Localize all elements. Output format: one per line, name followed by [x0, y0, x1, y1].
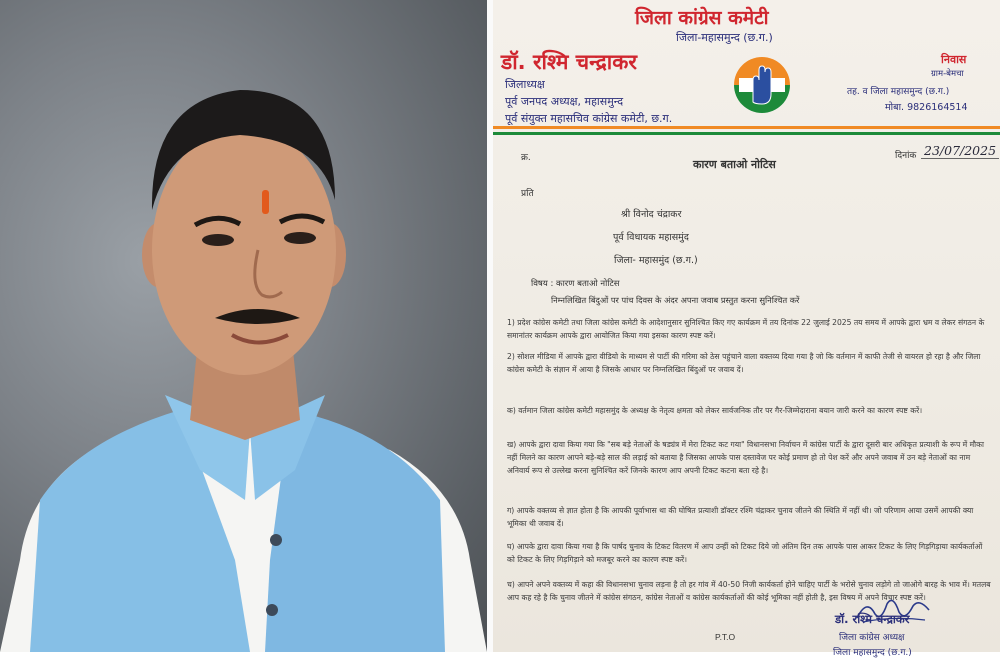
point-ga: ग) आपके वक्तव्य से ज्ञात होता है कि आपकी पूर्वाभास था की घोषित प्रत्याशी डॉक्टर रश्मि चंद्राकर चुनाव जीतने की स्थिति में नहीं थी। जो परिणाम आया उसमें आपकी क्या भूमिका थी जवाब दें। [507, 506, 974, 528]
signature-name: डॉ. रश्मि चन्द्राकर [835, 612, 910, 626]
mobile-number: मोबा. 9826164514 [885, 102, 968, 113]
point-gha: घ) आपके द्वारा दावा किया गया है कि पार्षद चुनाव के टिकट वितरण में आप उन्हीं को टिकट दिये जो अंतिम दिन तक आपके पास आकर टिकट के लिए गिड़गिड़ाया कार्यकर्ताओं को टिकट के लिए गिड़गिड़ाने को मजबूर करने का कारण स्पष्ट करें। [507, 542, 983, 564]
pto-label: P.T.O [715, 632, 736, 642]
header-rule-green [493, 132, 1000, 135]
point-1: 1) प्रदेश कांग्रेस कमेटी तथा जिला कांग्रेस कमेटी के आदेशानुसार सुनिश्चित किए गए कार्यक्रम में तय दिनांक 22 जुलाई 2025 तय समय में आपके द्वारा भ्रम व लेकर संगठन के समानांतर कार्यक्रम आपके द्वारा आयोजित किया गया इसका कारण स्पष्ट करें। [507, 318, 985, 340]
recipient-district: जिला- महासमुंद (छ.ग.) [614, 255, 698, 266]
signature-place: जिला महासमुन्द (छ.ग.) [833, 648, 912, 658]
past-role-2: पूर्व संयुक्त महासचिव कांग्रेस कमेटी, छ.ग. [505, 112, 673, 125]
point-kha: ख) आपके द्वारा दावा किया गया कि "सब बड़े नेताओं के षड्यंत्र में मेरा टिकट कट गया" विधानसभा निर्वाचन में कांग्रेस पार्टी के द्वारा दूसरी बार अधिकृत प्रत्याशी के रूप में मौका नहीं मिलने का कारण आपने बड़े-बड़े साल की लड़ाई को बताया है जिसका आपके पास दस्तावेज पर कोई प्रमाण हो तो पेश करें और अपने जवाब में उन बड़े नेताओं का नाम अनिवार्य रूप से उल्लेख करना सुनिश्चित करें जिनके कारण आप अपनी टिकट कटना बता रहे है। [507, 440, 984, 475]
point-cha: च) आपने अपने वक्तव्य में कहा की विधानसभा चुनाव लड़ना है तो हर गांव में 40-50 निजी कार्यकर्ता होने चाहिए पार्टी के भरोसे चुनाव लड़ोगे तो जाओगे बारह के भाव में। मतलब आप कह रहे है कि चुनाव जीतने में कांग्रेस संगठन, कांग्रेस नेताओं व कांग्रेस कार्यकर्ताओं की कोई भूमिका नहीं होती है, इस विषय में अपने विचार स्पष्ट करें। [507, 580, 991, 602]
designation: जिलाध्यक्ष [505, 78, 545, 91]
residence-village: ग्राम-बेमचा [931, 69, 964, 79]
signature-role: जिला कांग्रेस अध्यक्ष [839, 633, 905, 643]
notice-letter [493, 0, 1000, 658]
past-role-1: पूर्व जनपद अध्यक्ष, महासमुन्द [505, 95, 624, 108]
handwritten-date: 23/07/2025 [921, 143, 999, 159]
district-line: जिला-महासमुन्द (छ.ग.) [676, 31, 773, 44]
residence-district: तह. व जिला महासमुन्द (छ.ग.) [847, 87, 950, 97]
committee-title: जिला कांग्रेस कमेटी [635, 7, 769, 29]
intro-line: निम्नलिखित बिंदुओं पर पांच दिवस के अंदर अपना जवाब प्रस्तुत करना सुनिश्चित करें [551, 295, 800, 305]
recipient-name: श्री विनोद चंद्राकर [621, 209, 682, 220]
residence-label: निवास [941, 53, 967, 66]
subject-line: विषय : कारण बताओ नोटिस [531, 279, 620, 289]
president-name: डॉ. रश्मि चन्द्राकर [501, 50, 637, 74]
point-2: 2) सोशल मीडिया में आपके द्वारा वीडियो के माध्यम से पार्टी की गरिमा को ठेस पहुंचाने वाला वक्तव्य दिया गया है जो कि वर्तमान में काफी तेजी से वायरल हो रहा है और जिला कांग्रेस कमेटी के संज्ञान में आया है जिसके आधार पर निम्नलिखित बिंदुओं पर जवाब दें। [507, 352, 981, 374]
point-ka: क) वर्तमान जिला कांग्रेस कमेटी महासमुंद के अध्यक्ष के नेतृत्व क्षमता को लेकर सार्वजनिक तौर पर गैर-जिम्मेदाराना बयान जारी करने का कारण स्पष्ट करें। [507, 406, 923, 415]
date-label: दिनांक [895, 151, 917, 161]
to-label: प्रति [521, 189, 534, 199]
ref-label: क्र. [521, 153, 531, 163]
portrait-illustration [0, 0, 487, 652]
recipient-role: पूर्व विधायक महासमुंद [613, 232, 689, 243]
portrait-photo [0, 0, 487, 652]
header-rule-saffron [493, 126, 1000, 129]
congress-hand-logo [733, 56, 791, 114]
notice-title: कारण बताओ नोटिस [693, 158, 776, 171]
